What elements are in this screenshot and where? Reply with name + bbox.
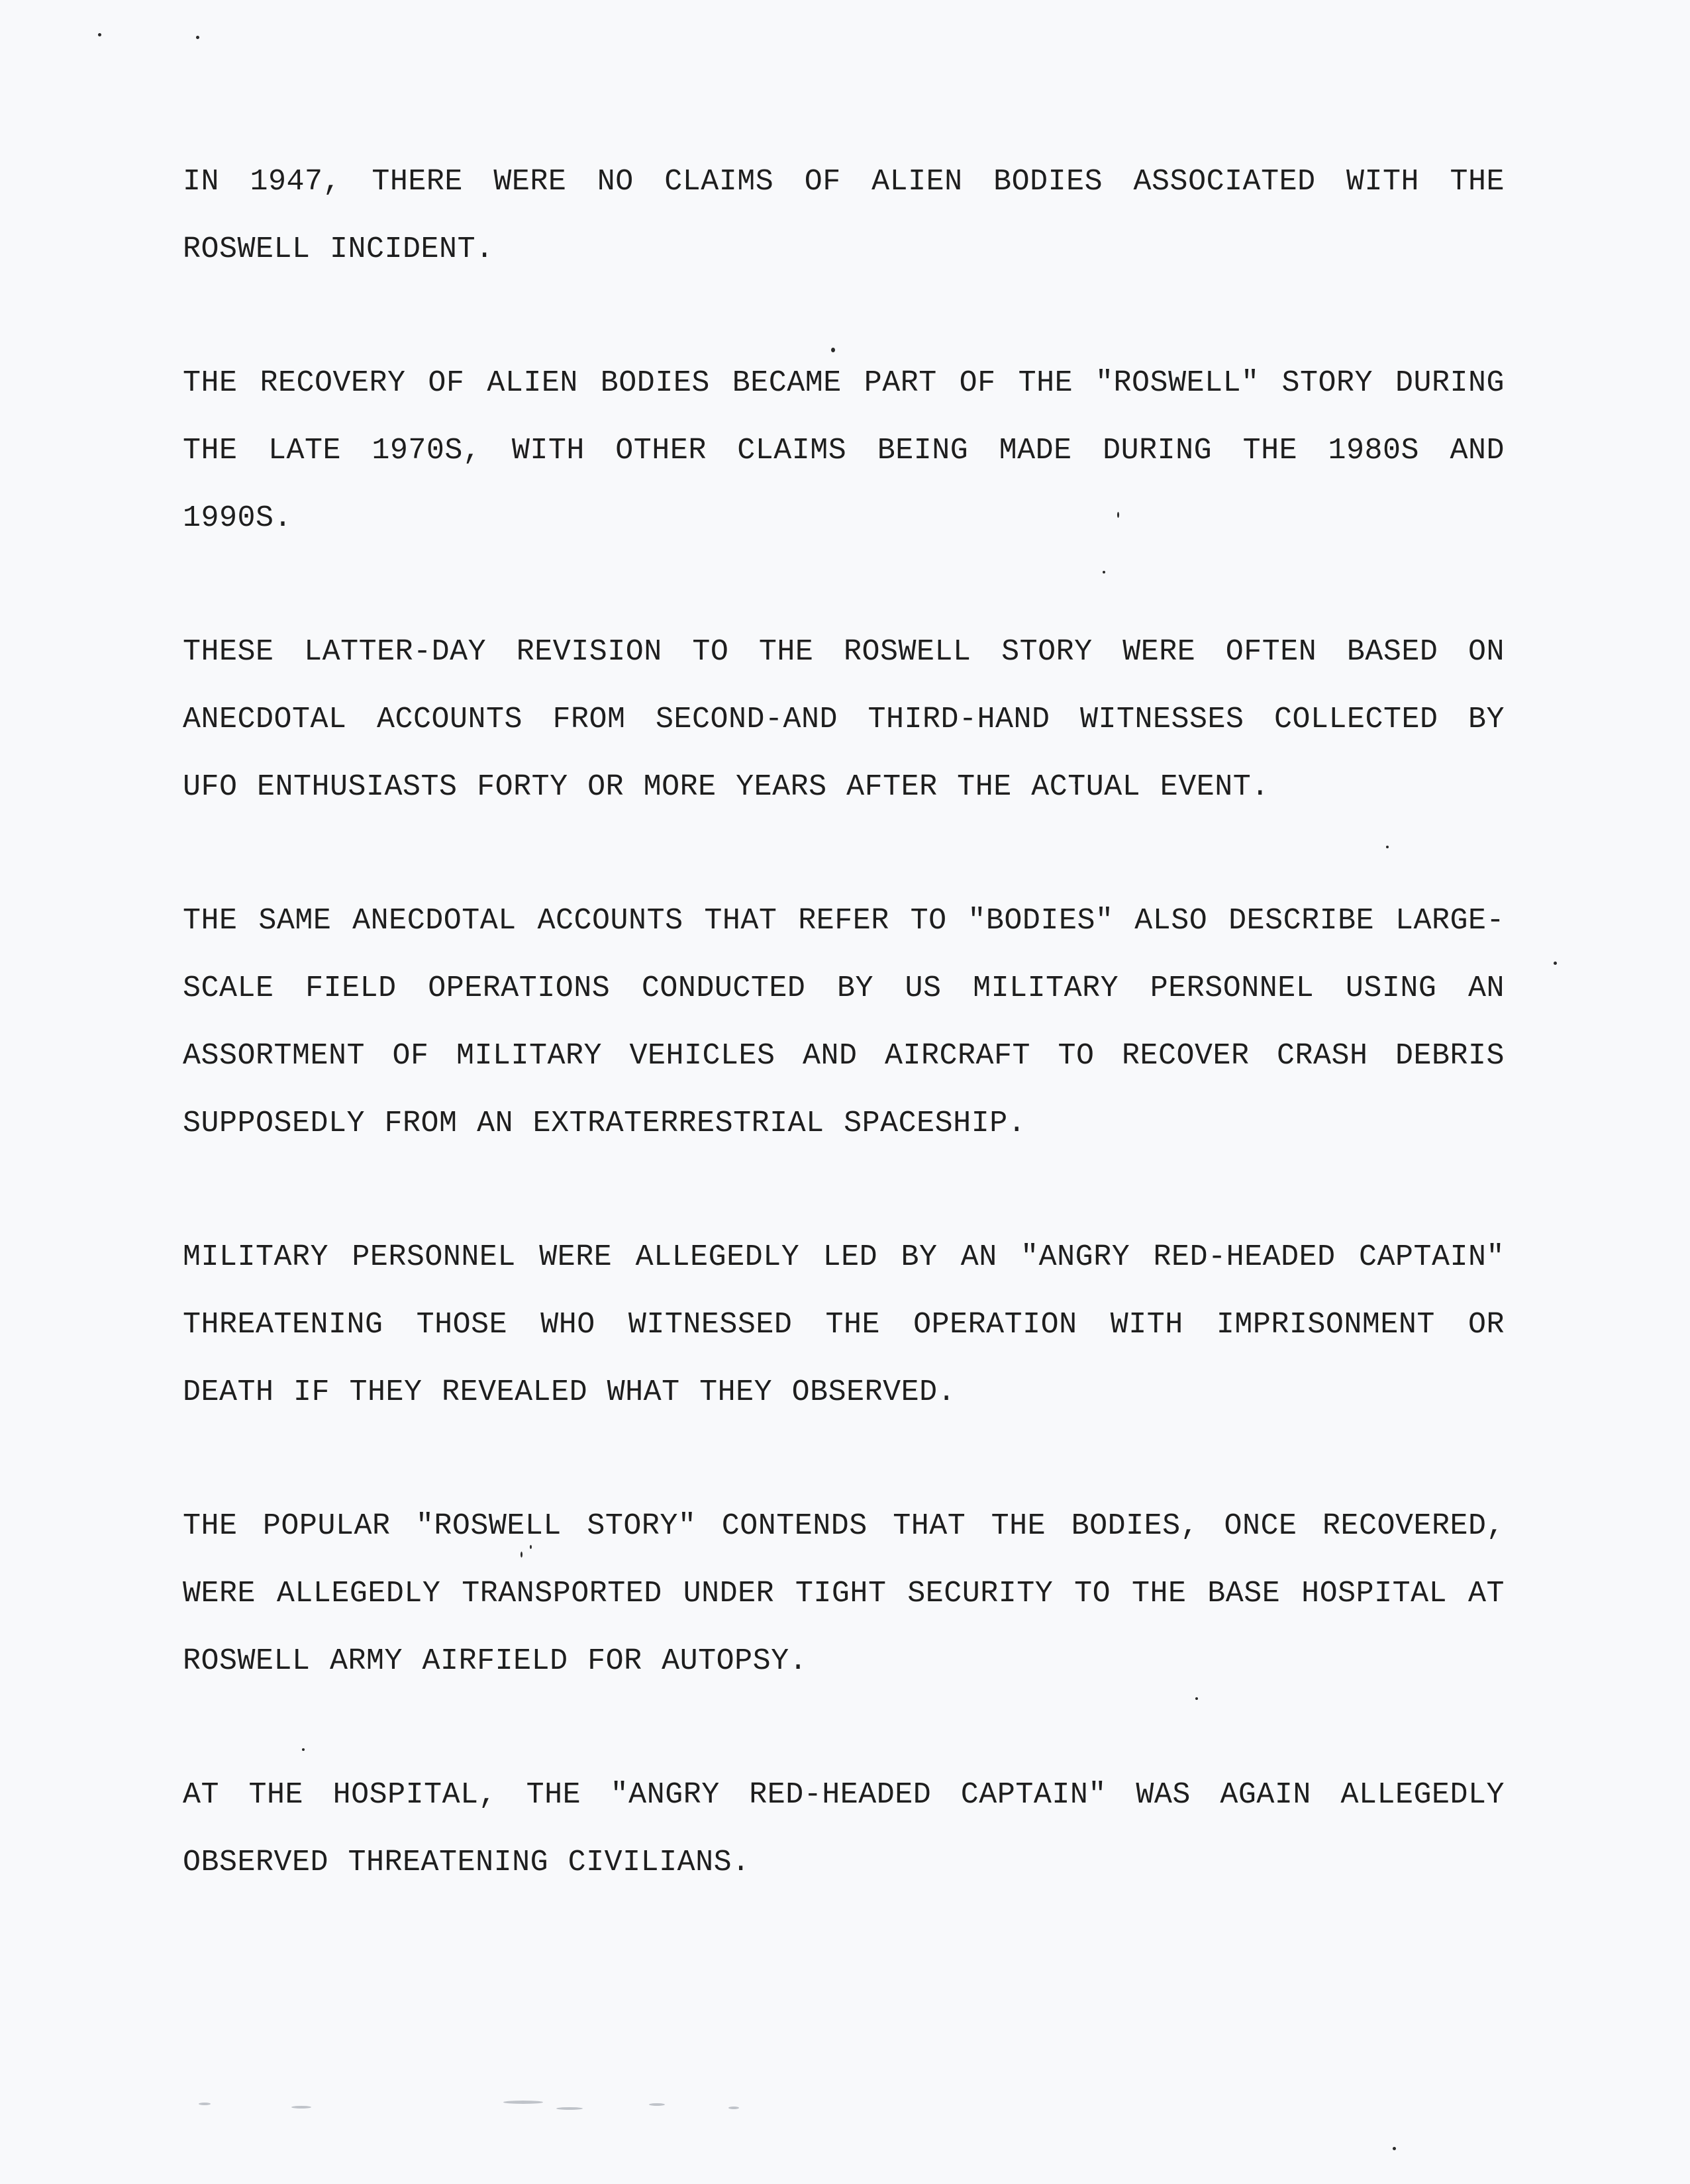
scan-noise xyxy=(291,2106,311,2109)
scan-speck xyxy=(196,36,199,39)
document-body xyxy=(183,148,1505,1897)
scan-speck xyxy=(98,33,101,36)
scan-noise xyxy=(503,2101,543,2104)
paragraph: THE SAME ANECDOTAL ACCOUNTS THAT REFER TO "BODIES" ALSO DESCRIBE LARGE-SCALE FIELD OPERATIONS CONDUCTED BY US MILITARY PERSONNEL USING AN ASSORTMENT OF MILITARY VEHICLES AND AIRCRAFT TO RECOVER CRASH DEBRIS SUPPOSEDLY FROM AN EXTRATERRESTRIAL SPACESHIP. xyxy=(183,904,1505,1140)
scan-speck xyxy=(1554,962,1557,965)
paragraph: THE RECOVERY OF ALIEN BODIES BECAME PART OF THE "ROSWELL" STORY DURING THE LATE 1970S, WITH OTHER CLAIMS BEING MADE DURING THE 1980S AND 1990S. xyxy=(183,366,1505,535)
scan-noise xyxy=(199,2103,211,2105)
paragraph: THE POPULAR "ROSWELL STORY" CONTENDS THAT THE BODIES, ONCE RECOVERED, WERE ALLEGEDLY TRANSPORTED UNDER TIGHT SECURITY TO THE BASE HOSPITAL AT ROSWELL ARMY AIRFIELD FOR AUTOPSY. xyxy=(183,1509,1505,1678)
paragraph: THESE LATTER-DAY REVISION TO THE ROSWELL STORY WERE OFTEN BASED ON ANECDOTAL ACCOUNTS FROM SECOND-AND THIRD-HAND WITNESSES COLLECTED BY UFO ENTHUSIASTS FORTY OR MORE YEARS AFTER THE ACTUAL EVENT. xyxy=(183,635,1505,804)
paragraph: MILITARY PERSONNEL WERE ALLEGEDLY LED BY AN "ANGRY RED-HEADED CAPTAIN" THREATENING THOSE WHO WITNESSED THE OPERATION WITH IMPRISONMENT OR DEATH IF THEY REVEALED WHAT THEY OBSERVED. xyxy=(183,1240,1505,1409)
scan-speck xyxy=(1393,2147,1396,2150)
paragraph: AT THE HOSPITAL, THE "ANGRY RED-HEADED CAPTAIN" WAS AGAIN ALLEGEDLY OBSERVED THREATENING CIVILIANS. xyxy=(183,1778,1505,1879)
scan-noise xyxy=(728,2107,739,2109)
scan-noise xyxy=(649,2103,665,2106)
paragraph: IN 1947, THERE WERE NO CLAIMS OF ALIEN BODIES ASSOCIATED WITH THE ROSWELL INCIDENT. xyxy=(183,165,1505,266)
scan-noise xyxy=(556,2107,583,2110)
